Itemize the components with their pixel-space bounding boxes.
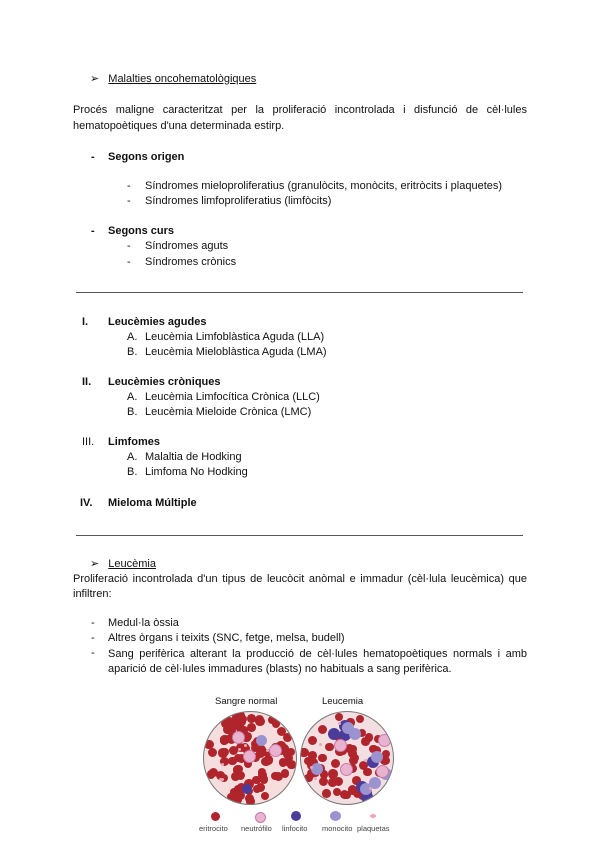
erythrocyte-cell <box>319 777 328 786</box>
list-item: Síndromes aguts <box>145 240 229 252</box>
legend-label: plaquetas <box>357 824 390 833</box>
erythrocyte-cell <box>318 754 327 763</box>
section-heading-leukemia <box>90 557 156 570</box>
platelet-cell <box>338 722 341 725</box>
platelet-cell <box>219 778 222 781</box>
normal-blood-label: Sangre normal <box>215 696 278 707</box>
arrow-bullet-icon: ➢ <box>90 558 100 570</box>
erythrocyte-cell <box>281 769 289 777</box>
neutrophil-icon <box>255 812 266 823</box>
platelet-cell <box>319 743 322 746</box>
legend-label: monocito <box>322 824 353 833</box>
monocyte-cell <box>349 728 361 740</box>
section-title: Leucèmia <box>108 558 156 570</box>
erythrocyte-cell <box>264 755 273 764</box>
lymphocyte-icon <box>291 811 301 821</box>
list-item: Altres òrgans i teixits (SNC, fetge, melsa, budell) <box>108 632 345 644</box>
legend-label: eritrocito <box>199 824 228 833</box>
erythrocyte-cell <box>207 770 215 778</box>
dash-bullet: - <box>127 240 131 252</box>
letter-marker: A. <box>127 451 138 463</box>
erythrocyte-cell <box>272 720 281 729</box>
erythrocyte-cell <box>247 723 256 732</box>
erythrocyte-cell <box>261 792 269 800</box>
legend-label: neutrófilo <box>241 824 272 833</box>
dash-bullet: - <box>91 647 95 659</box>
monocyte-cell <box>256 735 267 746</box>
erythrocyte-cell <box>287 748 295 756</box>
erythrocyte-cell <box>204 740 213 749</box>
normal-blood-circle <box>203 711 297 805</box>
leukemia-blood-circle <box>300 711 394 805</box>
origen-marker: - <box>91 151 95 163</box>
class-item: Limfoma No Hodking <box>145 466 248 478</box>
class-item: Leucèmia Limfoblàstica Aguda (LLA) <box>145 331 325 343</box>
erythrocyte-cell <box>229 746 238 755</box>
erythrocyte-cell <box>331 759 340 768</box>
neutrophil-cell <box>232 731 245 744</box>
dash-bullet: - <box>127 180 131 192</box>
class-item: Leucèmia Mieloblàstica Aguda (LMA) <box>145 346 327 358</box>
divider <box>76 535 523 536</box>
erythrocyte-cell <box>258 768 266 776</box>
legend-label: linfocito <box>282 824 308 833</box>
definition-paragraph: Procés maligne caracteritzat per la proliferació incontrolada i disfunció de cèl·lules hematopoètiques d'una determinada estirp. <box>73 104 527 132</box>
letter-marker: B. <box>127 346 138 358</box>
curs-marker: - <box>91 225 95 237</box>
letter-marker: A. <box>127 331 138 343</box>
roman-numeral: I. <box>82 316 89 328</box>
leukemia-paragraph: Proliferació incontrolada d'un tipus de leucòcit anòmal e immadur (cèl·lula leucèmica) que infiltren: <box>73 573 527 600</box>
neutrophil-cell <box>376 765 389 778</box>
letter-marker: B. <box>127 406 138 418</box>
lymphocyte-cell <box>328 728 340 740</box>
erythrocyte-cell <box>208 748 217 757</box>
platelet-cell <box>238 748 241 751</box>
class-item: Malaltia de Hodking <box>145 451 242 463</box>
erythrocyte-cell <box>231 772 240 781</box>
list-item: Sang perifèrica alterant la producció de cèl·lules hematopoètiques normals i amb aparició de cèl·lules immadures (blasts) no habituals a sang perifèrica. <box>108 648 527 675</box>
arrow-bullet-icon: ➢ <box>90 73 100 85</box>
neutrophil-cell <box>269 744 282 757</box>
class-heading: Mieloma Múltiple <box>108 497 197 509</box>
roman-numeral: IV. <box>80 497 93 509</box>
divider <box>76 292 523 293</box>
platelet-icon <box>370 814 376 818</box>
class-item: Leucèmia Limfocítica Crònica (LLC) <box>145 391 320 403</box>
curs-heading: Segons curs <box>108 225 175 237</box>
letter-marker: A. <box>127 391 138 403</box>
letter-marker: B. <box>127 466 138 478</box>
list-item: Síndromes crònics <box>145 256 237 268</box>
class-heading: Leucèmies agudes <box>108 316 207 328</box>
erythrocyte-cell <box>271 772 280 781</box>
dash-bullet: - <box>127 195 131 207</box>
neutrophil-cell <box>340 763 353 776</box>
erythrocyte-cell <box>218 748 227 757</box>
list-item: Síndromes limfoproliferatius (limfòcits) <box>145 195 332 207</box>
origen-heading: Segons origen <box>108 151 185 163</box>
erythrocyte-cell <box>318 725 327 734</box>
platelet-cell <box>314 777 317 780</box>
dash-bullet: - <box>91 617 95 629</box>
class-heading: Limfomes <box>108 436 160 448</box>
erythrocyte-cell <box>228 757 236 765</box>
dash-bullet: - <box>127 256 131 268</box>
erythrocyte-cell <box>252 776 260 784</box>
erythrocyte-cell <box>325 743 334 752</box>
erythrocyte-cell <box>356 715 364 723</box>
class-item: Leucèmia Mieloide Crònica (LMC) <box>145 406 312 418</box>
platelet-cell <box>266 749 269 752</box>
roman-numeral: III. <box>82 436 95 448</box>
erythrocyte-cell <box>256 748 265 757</box>
erythrocyte-cell <box>238 718 246 726</box>
list-item: Síndromes mieloproliferatius (granulòcits, monòcits, eritròcits i plaquetes) <box>145 180 503 192</box>
section-heading-oncohematologic <box>90 72 256 85</box>
neutrophil-cell <box>334 739 347 752</box>
erythrocyte-cell <box>361 737 370 746</box>
erythrocyte-cell <box>308 736 317 745</box>
leukemia-label: Leucemia <box>322 696 364 707</box>
erythrocyte-cell <box>255 717 264 726</box>
erythrocyte-cell <box>334 777 343 786</box>
list-item: Medul·la òssia <box>108 617 179 629</box>
roman-numeral: II. <box>82 376 92 388</box>
monocyte-icon <box>330 811 341 821</box>
erythrocyte-icon <box>211 812 220 821</box>
dash-bullet: - <box>91 632 95 644</box>
neutrophil-cell <box>378 734 391 747</box>
class-heading: Leucèmies cròniques <box>108 376 221 388</box>
erythrocyte-cell <box>260 775 269 784</box>
section-title: Malalties oncohematològiques <box>108 73 257 85</box>
erythrocyte-cell <box>322 789 331 798</box>
